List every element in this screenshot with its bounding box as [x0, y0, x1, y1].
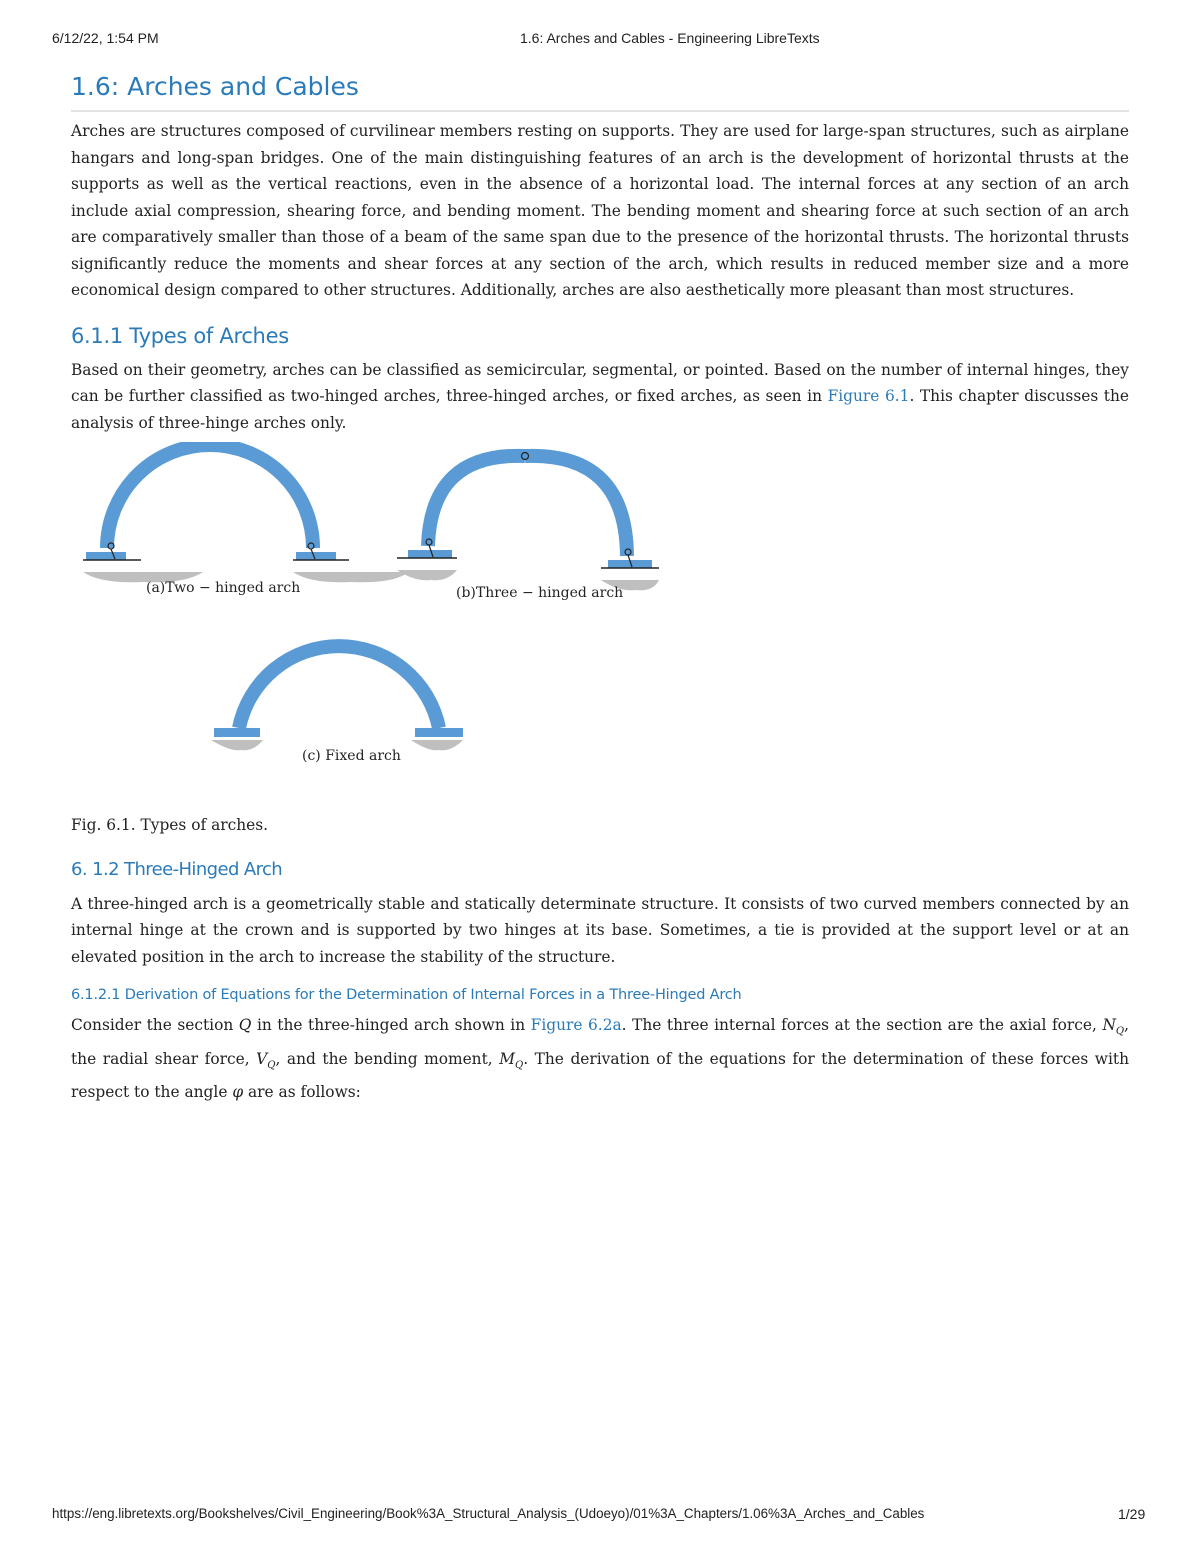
deriv-t3: . The three internal forces at the section are the axial force, — [621, 1016, 1103, 1034]
math-v: V — [256, 1049, 268, 1068]
math-m: M — [499, 1049, 515, 1068]
two-hinged-arch — [83, 445, 409, 582]
ground-support-left-c — [211, 740, 263, 750]
deriv-t4: , the radial shear force, — [71, 1016, 1130, 1068]
arch-a — [107, 445, 313, 548]
math-q: Q — [238, 1016, 252, 1034]
arch-c — [239, 646, 439, 728]
print-datetime: 6/12/22, 1:54 PM — [52, 30, 159, 46]
arch-b-right — [525, 456, 627, 556]
ground-support-right-c — [411, 740, 463, 750]
arches-diagram — [71, 442, 691, 812]
label-three-hinged: (b)Three − hinged arch — [456, 585, 624, 601]
crown-hinge — [522, 453, 529, 460]
math-sub-q-n: Q — [1115, 1026, 1125, 1038]
subsection-heading-derivation: 6.1.2.1 Derivation of Equations for the Determination of Internal Forces in a Three-Hinged Arch — [71, 987, 742, 1003]
deriv-t1: Consider the section — [71, 1016, 239, 1034]
types-paragraph — [71, 357, 1129, 437]
math-sub-q-m: Q — [514, 1059, 524, 1071]
print-page-title: 1.6: Arches and Cables - Engineering LibreTexts — [520, 30, 820, 46]
types-text-a: Based on their geometry, arches can be classified as semicircular, segmental, or pointed. Based on the number of internal hinges, they can be further classified as two-hinged arches, three-hinged arches, or fixed arches, as seen in — [71, 360, 1129, 405]
figure-types-of-arches — [71, 442, 1129, 812]
intro-paragraph: Arches are structures composed of curvilinear members resting on supports. They are used for large-span structures, such as airplane hangars and long-span bridges. One of the main distinguishing features of an arch is the development of horizontal thrusts at the supports as well as the vertical reactions, even in the absence of a horizontal load. The internal forces at any section of an arch include axial compression, shearing force, and bending moment. The bending moment and shearing force at such section of an arch are comparatively smaller than those of a beam of the same span due to the presence of the horizontal thrusts. The horizontal thrusts significantly reduce the moments and shear forces at any section of the arch, which results in reduced member size and a more economical design compared to other structures. Additionally, arches are also aesthetically more pleasant than most structures. — [71, 122, 1129, 299]
types-text-b: . This chapter discusses the analysis of three-hinge arches only. — [71, 387, 1130, 432]
math-phi: φ — [232, 1083, 244, 1102]
three-hinged-arch — [397, 453, 659, 591]
label-two-hinged: (a)Two − hinged arch — [146, 580, 301, 596]
article — [71, 70, 1129, 1106]
figure-caption: Fig. 6.1. Types of arches. — [71, 816, 269, 834]
print-url: https://eng.libretexts.org/Bookshelves/Civil_Engineering/Book%3A_Structural_Analysis_(Udoeyo)/01%3A_Chapters/1.06%3A_Arches_and_Cables — [52, 1506, 925, 1521]
page-title: 1.6: Arches and Cables — [71, 70, 1129, 112]
derivation-paragraph — [71, 1012, 1129, 1106]
fixed-arch — [211, 646, 463, 750]
label-fixed: (c) Fixed arch — [302, 748, 401, 764]
print-page-number: 1/29 — [1118, 1506, 1146, 1522]
figure-6-1-link[interactable]: Figure 6.1 — [827, 387, 910, 405]
deriv-t2: in the three-hinged arch shown in — [251, 1016, 531, 1034]
deriv-t5: , and the bending moment, — [275, 1049, 500, 1068]
deriv-t7: are as follows: — [243, 1083, 361, 1102]
arch-b-left — [428, 456, 525, 546]
section-heading-types-of-arches: 6.1.1 Types of Arches — [71, 323, 289, 348]
math-n: N — [1102, 1016, 1116, 1034]
ground-support-left-b — [397, 570, 457, 580]
deriv-t6: . The derivation of the equations for the determination of these forces with respect to the angle — [71, 1049, 1129, 1102]
figure-6-2a-link[interactable]: Figure 6.2a — [530, 1016, 622, 1034]
math-sub-q-v: Q — [267, 1059, 276, 1071]
ground-support-right-a — [293, 572, 409, 582]
three-hinged-paragraph: A three-hinged arch is a geometrically stable and statically determinate structure. It consists of two curved members connected by an internal hinge at the crown and is supported by two hinges at its base. Sometimes, a tie is provided at the support level or at an elevated position in the arch to increase the stability of the structure. — [71, 894, 1129, 966]
section-heading-three-hinged-arch: 6. 1.2 Three-Hinged Arch — [71, 858, 283, 880]
